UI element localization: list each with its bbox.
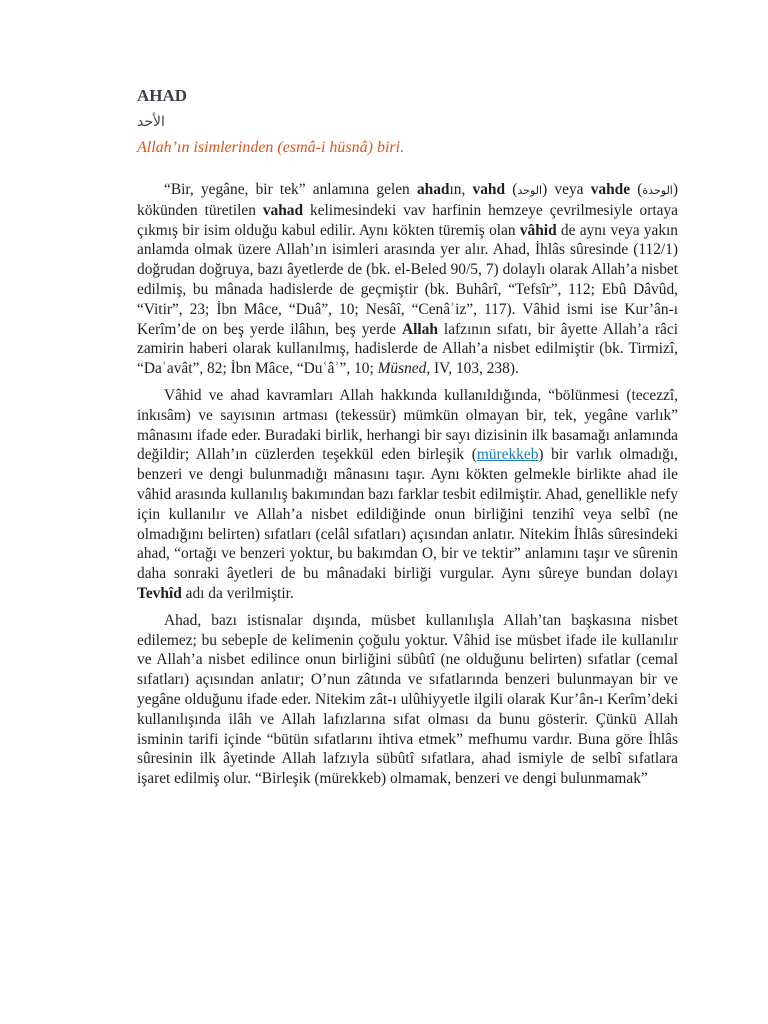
text-span: adı da verilmiştir. bbox=[181, 584, 294, 602]
paragraph-3 bbox=[137, 611, 678, 789]
text-span: ın, bbox=[449, 181, 473, 198]
term-vahid: vâhid bbox=[519, 221, 557, 239]
term-vahde: vahde bbox=[590, 181, 631, 198]
link-murekkeb[interactable]: mürekkeb bbox=[476, 446, 539, 464]
paragraph-1 bbox=[137, 180, 678, 379]
term-ahad: ahad bbox=[416, 181, 450, 198]
text-span: “Bir, yegâne, bir tek” anlamına gelen bbox=[164, 181, 417, 198]
text-span: lafzının sıfatı, bir âyette Allah’a râci zamirin haberi olarak kullanılmış, hadislerde de Allah’a nisbet edilmiştir (bk. Tirmizî, “Daʿavât”, 82; İbn Mâce, “Duʿâʾ”, 10; bbox=[137, 320, 678, 378]
text-span: ( bbox=[505, 181, 518, 198]
article-content bbox=[137, 86, 678, 796]
text-span: Vâhid ve ahad kavramları Allah hakkında kullanıldığında, “bölünmesi (tecezzî, inkısâm) ve sayısının artması (tekessür) mümkün olmayan bir, tek, yegâne varlık” mânasını ifade eder. Buradaki birlik, herhangi bir sayı dizisinin ilk basamağı anlamında değildir; Allah’ın cüzlerden teşekkül eden birleşik ( bbox=[137, 386, 678, 464]
term-tevhid: Tevhîd bbox=[137, 584, 182, 602]
paragraph-2 bbox=[137, 386, 678, 604]
article-title: AHAD bbox=[137, 86, 188, 105]
term-allah: Allah bbox=[401, 320, 438, 338]
text-span: Ahad, bazı istisnalar dışında, müsbet kullanılışla Allah’tan başkasına nisbet edilemez; bu sebeple de kelimenin çoğulu yoktur. Vâhid ise müsbet ifade ile kullanılır ve Allah’a nisbet edilince onun birliğini sübûtî (ne olduğunu belirten) sıfatlar (cemal sıfatları) açısından anlatır; O’nun zâtında ve sıfatlarında benzeri bulunmayan bir ve yegâne olduğunu ifade eder. Nitekim zât-ı ulûhiyyetle ilgili olarak Kur’ân-ı Kerîm’deki kullanılışında ilâh ve Allah lafızlarına sıfat olması da bunu gösterir. Çünkü Allah isminin tarifi içinde “bütün sıfatlarını ihtiva etmek” mefhumu vardır. Buna göre İhlâs sûresinin ilk âyetinde Allah lafzıyla sübûtî sıfatlara, ahad ismiyle de selbî sıfatlara işaret edilmiş olur. “Birleşik (mürekkeb) olmamak, benzeri ve dengi bulunmamak” bbox=[137, 611, 678, 788]
text-span: ) kökünden türetilen bbox=[137, 181, 678, 219]
arabic-title: الأحد bbox=[137, 114, 165, 130]
term-vahad: vahad bbox=[262, 201, 304, 219]
text-span: de aynı veya yakın anlamda olmak üzere Allah’ın isimleri arasında yer alır. Ahad, İhlâs sûresinde (112/1) doğrudan doğruya, bazı âyetlerde de (bk. el-Beled 90/5, 7) dolaylı olarak Allah’a nisbet edilmiş, bu mânada hadislerde de geçmiştir (bk. Buhârî, “Tefsîr”, 112; Ebû Dâvûd, “Vitir”, 23; İbn Mâce, “Duâ”, 10; Nesâî, “Cenâʾiz”, 117). Vâhid ismi ise Kur’ân-ı Kerîm’de on beş yerde ilâhın, beş yerde bbox=[137, 221, 678, 338]
term-vahd: vahd bbox=[472, 181, 506, 198]
text-span: kelimesindeki vav harfinin hemzeye çevrilmesiyle ortaya çıkmış bir isim olduğu kabul edilir. Aynı kökten türemiş olan bbox=[137, 201, 678, 239]
text-span: , IV, 103, 238). bbox=[426, 360, 519, 378]
text-span: ( bbox=[630, 181, 643, 198]
arabic-vahde: الوحدة bbox=[642, 184, 673, 197]
source-musned: Müsned bbox=[377, 360, 427, 378]
text-span: ) veya bbox=[542, 181, 591, 198]
text-span: ) bir varlık olmadığı, benzeri ve dengi bulunmadığı mânasını taşır. Aynı kökten gelmekle birlikte ahad ile vâhid arasında kullanılış bakımından bazı farklar tesbit edilmiştir. Ahad, genellikle nefy için kullanılır ve Allah’a nisbet edildiğinde onun birliğini tenzihî veya selbî (ne olmadığını belirten) sıfatları (celâl sıfatları) açısından anlatır. Nitekim İhlâs sûresindeki ahad, “ortağı ve benzeri yoktur, bu bakımdan O, bir ve tektir” anlamını taşır ve sûrenin daha sonraki âyetleri de bu mânadaki birliği vurgular. Aynı sûreye bundan dolayı bbox=[137, 446, 678, 583]
arabic-vahd: الوحد bbox=[517, 184, 543, 197]
article-subtitle: Allah’ın isimlerinden (esmâ-i hüsnâ) biri. bbox=[137, 139, 405, 156]
